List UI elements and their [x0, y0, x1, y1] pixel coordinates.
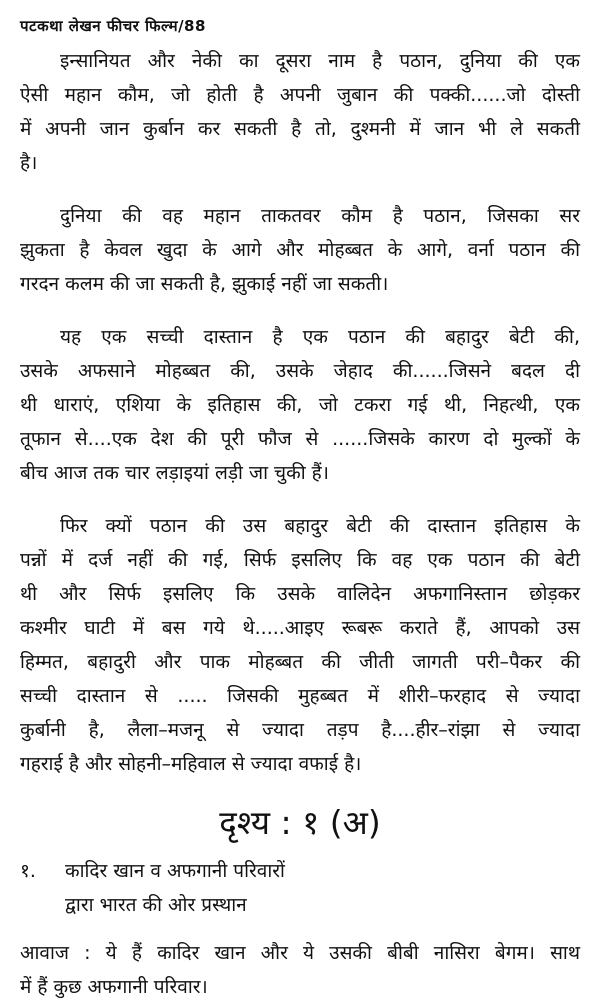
paragraph-line: कश्मीर घाटी में बस गये थे.....आइए रूबरू कराते हैं, आपको उस: [20, 617, 580, 639]
paragraph-line: फिर क्यों पठान की उस बहादुर बेटी की दास्तान इतिहास के: [60, 515, 580, 537]
scene-item-line: द्वारा भारत की ओर प्रस्थान: [65, 894, 247, 916]
paragraph-line: ऐसी महान कौम, जो होती है अपनी जुबान की पक्की......जो दोस्ती: [20, 84, 580, 106]
paragraph-line: इन्सानियत और नेकी का दूसरा नाम है पठान, दुनिया की एक: [60, 50, 580, 72]
intro-paragraphs: [20, 44, 580, 781]
voice-line: आवाज : ये हैं कादिर खान और ये उसकी बीबी नासिरा बेगम। साथ: [20, 942, 580, 964]
running-head: पटकथा लेखन फीचर फिल्म/88: [20, 17, 206, 35]
paragraph-line: यह एक सच्ची दास्तान है एक पठान की बहादुर बेटी की,: [60, 326, 580, 348]
paragraph-line: थी धाराएं, एशिया के इतिहास की, जो टकरा गई थी, निहत्थी, एक: [20, 394, 580, 416]
paragraph-line: दुनिया की वह महान ताकतवर कौम है पठान, जिसका सर: [60, 205, 580, 227]
paragraph-line: बीच आज तक चार लड़ाइयां लड़ी जा चुकी हैं।: [20, 462, 329, 484]
paragraph-line: कुर्बानी है, लैला–मजनू से ज्यादा तड़प है....हीर–रांझा से ज्यादा: [20, 719, 580, 741]
paragraph-line: में अपनी जान कुर्बान कर सकती है तो, दुश्मनी में जान भी ले सकती: [20, 118, 580, 140]
voice-line: में हैं कुछ अफगानी परिवार।: [20, 976, 208, 998]
page-body: [20, 44, 580, 1004]
paragraph-line: है।: [20, 152, 38, 174]
scene-item-number: १.: [20, 860, 36, 882]
paragraph-line: झुकता है केवल खुदा के आगे और मोहब्बत के आगे, वर्ना पठान की: [20, 239, 580, 261]
voice-paragraph: [20, 936, 580, 1004]
paragraph-line: उसके अफसाने मोहब्बत की, उसके जेहाद की......जिसने बदल दी: [20, 360, 580, 382]
paragraph-line: गरदन कलम की जा सकती है, झुकाई नहीं जा सकती।: [20, 273, 389, 295]
scene-item: [20, 854, 580, 922]
scene-item-text: [65, 854, 285, 922]
paragraph-line: सच्ची दास्तान से ..... जिसकी मुहब्बत में शीरी–फरहाद से ज्यादा: [20, 685, 580, 707]
paragraph-line: पन्नों में दर्ज नहीं की गई, सिर्फ इसलिए कि वह एक पठान की बेटी: [20, 549, 580, 571]
paragraph: [20, 44, 580, 180]
paragraph: [20, 320, 580, 490]
paragraph-line: गहराई है और सोहनी–महिवाल से ज्यादा वफाई है।: [20, 753, 362, 775]
scene-item-line: कादिर खान व अफगानी परिवारों: [65, 860, 285, 882]
paragraph-line: थी और सिर्फ इसलिए कि उसके वालिदेन अफगानिस्तान छोड़कर: [20, 583, 580, 605]
paragraph: [20, 509, 580, 781]
scene-title: दृश्य : १ (अ): [219, 803, 381, 842]
paragraph-line: तूफान से....एक देश की पूरी फौज से ......जिसके कारण दो मुल्कों के: [20, 428, 580, 450]
paragraph: [20, 199, 580, 301]
paragraph-line: हिम्मत, बहादुरी और पाक मोहब्बत की जीती जागती परी–पैकर की: [20, 651, 580, 673]
